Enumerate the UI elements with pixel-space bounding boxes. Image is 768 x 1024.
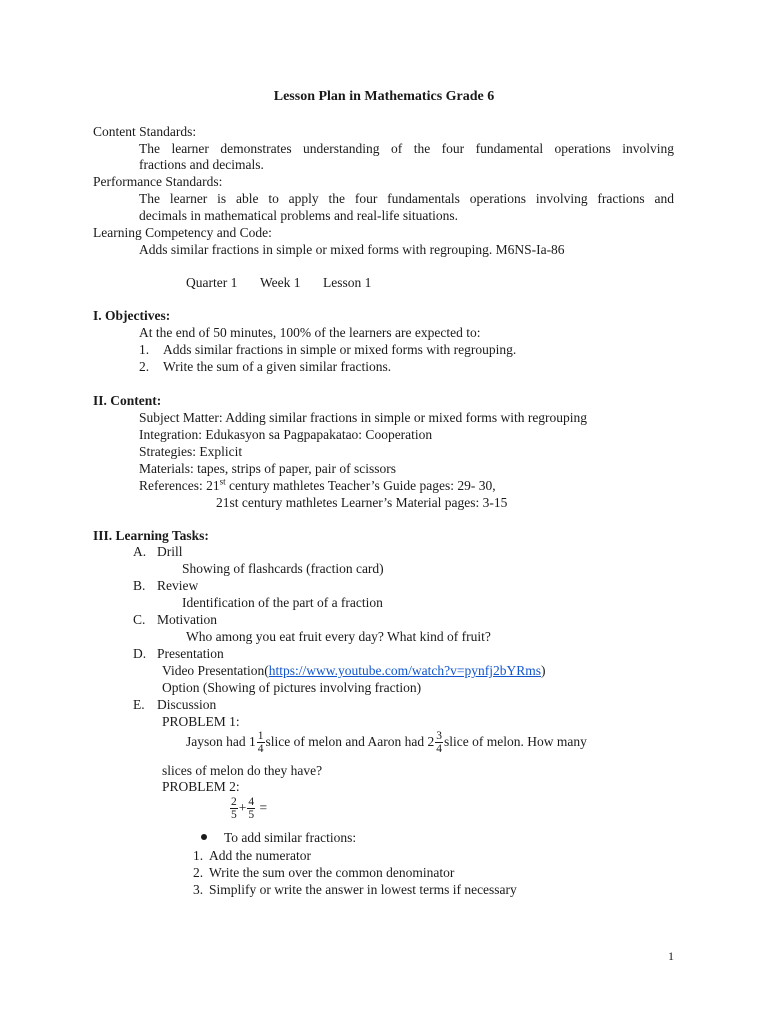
step-number: 1. — [193, 848, 204, 863]
content-heading: II. Content: — [93, 393, 162, 408]
problem1-part3: slice of melon. How many — [443, 734, 587, 749]
step-2 — [193, 864, 454, 881]
objectives-heading: I. Objectives: — [93, 308, 171, 323]
learning-competency-text: Adds similar fractions in simple or mixed forms with regrouping. M6NS-Ia-86 — [139, 242, 565, 257]
schedule-week: Week 1 — [260, 275, 301, 290]
objective-item-number: 1. — [139, 342, 150, 357]
plus-sign: + — [238, 800, 247, 815]
references-superscript: st — [219, 476, 226, 487]
video-presentation-line — [162, 662, 546, 679]
subject-matter: Subject Matter: Adding similar fractions in simple or mixed forms with regrouping — [139, 410, 588, 425]
objective-item-number: 2. — [139, 359, 150, 374]
objective-item-2 — [139, 358, 391, 375]
fraction — [230, 796, 238, 821]
task-letter: A. — [133, 544, 147, 559]
references-line2: 21st century mathletes Learner’s Material pages: 3-15 — [216, 495, 508, 510]
references-prefix: References: 21 — [139, 478, 220, 493]
fraction-numerator: 4 — [248, 796, 255, 809]
fraction-denominator: 5 — [231, 809, 237, 822]
objective-item-1 — [139, 341, 516, 358]
materials: Materials: tapes, strips of paper, pair of scissors — [139, 461, 397, 476]
task-motivation — [133, 611, 217, 628]
task-drill-detail: Showing of flashcards (fraction card) — [182, 561, 384, 576]
problem2-expression — [229, 794, 267, 822]
problem1-label: PROBLEM 1: — [162, 714, 240, 729]
fraction-numerator: 1 — [257, 730, 264, 743]
content-standards-heading: Content Standards: — [93, 124, 197, 139]
performance-standards-text-line2: decimals in mathematical problems and real-life situations. — [139, 208, 459, 223]
problem2-label: PROBLEM 2: — [162, 779, 240, 794]
task-review-detail: Identification of the part of a fraction — [182, 595, 383, 610]
fraction-denominator: 4 — [436, 743, 442, 756]
video-suffix: ) — [541, 663, 546, 678]
schedule-quarter: Quarter 1 — [186, 275, 238, 290]
step-number: 2. — [193, 865, 204, 880]
strategies: Strategies: Explicit — [139, 444, 243, 459]
task-letter: B. — [133, 578, 146, 593]
performance-standards-heading: Performance Standards: — [93, 174, 223, 189]
task-review — [133, 577, 198, 594]
task-drill — [133, 543, 183, 560]
task-label: Motivation — [157, 612, 217, 627]
task-letter: E. — [133, 697, 145, 712]
objective-item-text: Write the sum of a given similar fractions. — [163, 359, 392, 374]
step-number: 3. — [193, 882, 204, 897]
performance-standards-text-line1: The learner is able to apply the four fundamentals operations involving fractions and — [139, 191, 674, 206]
task-discussion — [133, 696, 216, 713]
equals-sign: = — [259, 800, 268, 815]
task-label: Presentation — [157, 646, 224, 661]
fraction-numerator: 2 — [231, 796, 237, 809]
learning-competency-heading: Learning Competency and Code: — [93, 225, 272, 240]
problem1-part2: slice of melon and Aaron had 2 — [265, 734, 435, 749]
content-standards-text-line2: fractions and decimals. — [139, 157, 264, 172]
references-rest: century mathletes Teacher’s Guide pages: 29- 30, — [225, 478, 496, 493]
objective-item-text: Adds similar fractions in simple or mixed forms with regrouping. — [163, 342, 517, 357]
integration: Integration: Edukasyon sa Pagpapakatao: Cooperation — [139, 427, 433, 442]
page-title: Lesson Plan in Mathematics Grade 6 — [273, 89, 495, 104]
fraction — [435, 730, 443, 755]
task-motivation-detail: Who among you eat fruit every day? What kind of fruit? — [186, 629, 491, 644]
task-letter: C. — [133, 612, 146, 627]
step-3 — [193, 881, 517, 898]
problem1-part1: Jayson had 1 — [186, 734, 256, 749]
objectives-intro: At the end of 50 minutes, 100% of the learners are expected to: — [139, 325, 481, 340]
task-label: Discussion — [157, 697, 217, 712]
video-link[interactable]: https://www.youtube.com/watch?v=pynfj2bYRms — [268, 663, 542, 678]
fraction-numerator: 3 — [436, 730, 442, 743]
step-text: Add the numerator — [209, 848, 311, 863]
fraction — [247, 796, 255, 821]
problem1-text — [186, 728, 587, 756]
bullet-text: To add similar fractions: — [224, 830, 357, 845]
learning-tasks-heading: III. Learning Tasks: — [93, 528, 209, 543]
bullet-icon — [201, 834, 207, 840]
task-label: Drill — [157, 544, 183, 559]
step-text: Write the sum over the common denominator — [209, 865, 455, 880]
fraction-denominator: 4 — [257, 743, 264, 756]
presentation-option: Option (Showing of pictures involving fraction) — [162, 680, 422, 695]
page-number: 1 — [668, 949, 674, 963]
step-1 — [193, 847, 311, 864]
schedule-lesson: Lesson 1 — [323, 275, 372, 290]
task-presentation — [133, 645, 224, 662]
problem1-line2: slices of melon do they have? — [162, 763, 323, 778]
step-text: Simplify or write the answer in lowest terms if necessary — [209, 882, 517, 897]
task-label: Review — [157, 578, 199, 593]
fraction — [257, 730, 265, 755]
video-prefix: Video Presentation( — [162, 663, 269, 678]
task-letter: D. — [133, 646, 147, 661]
fraction-denominator: 5 — [248, 809, 255, 822]
content-standards-text-line1: The learner demonstrates understanding of the four fundamental operations involving — [139, 141, 674, 156]
references-line1 — [139, 477, 496, 494]
